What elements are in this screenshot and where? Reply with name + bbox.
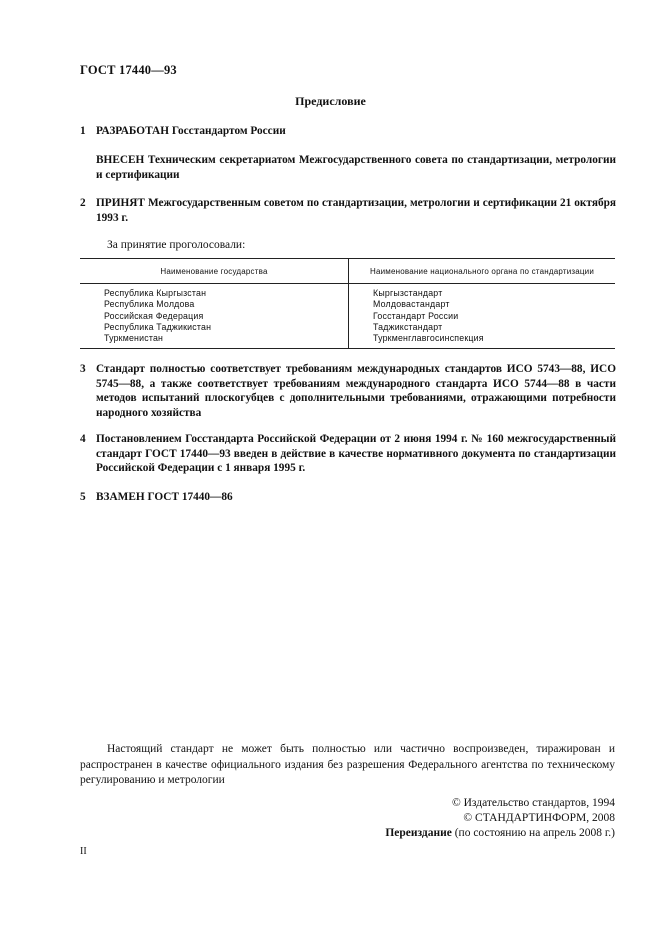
section-number: 1 bbox=[80, 125, 86, 137]
bodies-cell bbox=[349, 284, 616, 349]
state-name: Республика Таджикистан bbox=[104, 321, 212, 332]
reproduction-notice: Настоящий стандарт не может быть полностью или частично воспроизведен, тиражирован и распространен в качестве официального издания без разрешения Федерального агентства по техническому регулированию и метрологии bbox=[80, 743, 615, 786]
copyright-line-2: © СТАНДАРТИНФОРМ, 2008 bbox=[463, 812, 615, 824]
body-name: Кыргызстандарт bbox=[373, 288, 443, 298]
section-1-introduced: ВНЕСЕН Техническим секретариатом Межгосударственного совета по стандартизации, метрологии и сертификации bbox=[96, 154, 616, 181]
section-number: 3 bbox=[80, 363, 86, 375]
reprint-note: (по состоянию на апрель 2008 г.) bbox=[454, 827, 615, 839]
section-3 bbox=[80, 362, 616, 420]
section-number: 2 bbox=[80, 197, 86, 209]
section-text: ВЗАМЕН ГОСТ 17440—86 bbox=[96, 491, 233, 503]
reprint-label: Переиздание bbox=[385, 827, 452, 839]
body-name: Туркменглавгосинспекция bbox=[373, 333, 484, 344]
body-name: Таджикстандарт bbox=[373, 321, 443, 332]
state-name: Российская Федерация bbox=[104, 310, 204, 321]
body-name: Госстандарт России bbox=[373, 310, 459, 321]
section-5 bbox=[80, 490, 616, 505]
state-name: Республика Кыргызстан bbox=[104, 288, 207, 298]
section-1 bbox=[80, 124, 616, 139]
voting-table bbox=[80, 258, 615, 349]
voted-label: За принятие проголосовали: bbox=[107, 239, 246, 251]
page-title: Предисловие bbox=[295, 94, 366, 108]
table-row bbox=[80, 284, 615, 349]
page-number: II bbox=[80, 846, 87, 857]
states-cell bbox=[80, 284, 349, 349]
section-number: 5 bbox=[80, 491, 86, 503]
section-4 bbox=[80, 432, 616, 476]
standard-header: ГОСТ 17440—93 bbox=[80, 63, 177, 77]
body-name: Молдовастандарт bbox=[373, 299, 450, 310]
section-text: РАЗРАБОТАН Госстандартом России bbox=[96, 125, 286, 137]
state-name: Республика Молдова bbox=[104, 299, 195, 310]
section-number: 4 bbox=[80, 433, 86, 445]
section-text: ПРИНЯТ Межгосударственным советом по стандартизации, метрологии и сертификации 21 октября 1993 г. bbox=[96, 197, 616, 224]
section-2 bbox=[80, 196, 616, 225]
copyright-line-1: © Издательство стандартов, 1994 bbox=[451, 797, 615, 809]
section-text: Стандарт полностью соответствует требованиям международных стандартов ИСО 5743—88, ИСО 5745—88, а также соответствует требованиям международного стандарта ИСО 5744—88 в части методов испытаний плоскогубцев с дополнительными требованиями, отражающими потребности народного хозяйства bbox=[96, 363, 616, 419]
table-header-body: Наименование национального органа по стандартизации bbox=[349, 259, 616, 284]
section-text: Постановлением Госстандарта Российской Федерации от 2 июня 1994 г. № 160 межгосударственный стандарт ГОСТ 17440—93 введен в действие в качестве нормативного документа по стандартизации Российской Федерации с 1 января 1995 г. bbox=[96, 433, 616, 474]
reprint-line bbox=[385, 827, 615, 839]
state-name: Туркменистан bbox=[104, 333, 164, 344]
table-header-row bbox=[80, 259, 615, 284]
table-header-state: Наименование государства bbox=[80, 259, 349, 284]
